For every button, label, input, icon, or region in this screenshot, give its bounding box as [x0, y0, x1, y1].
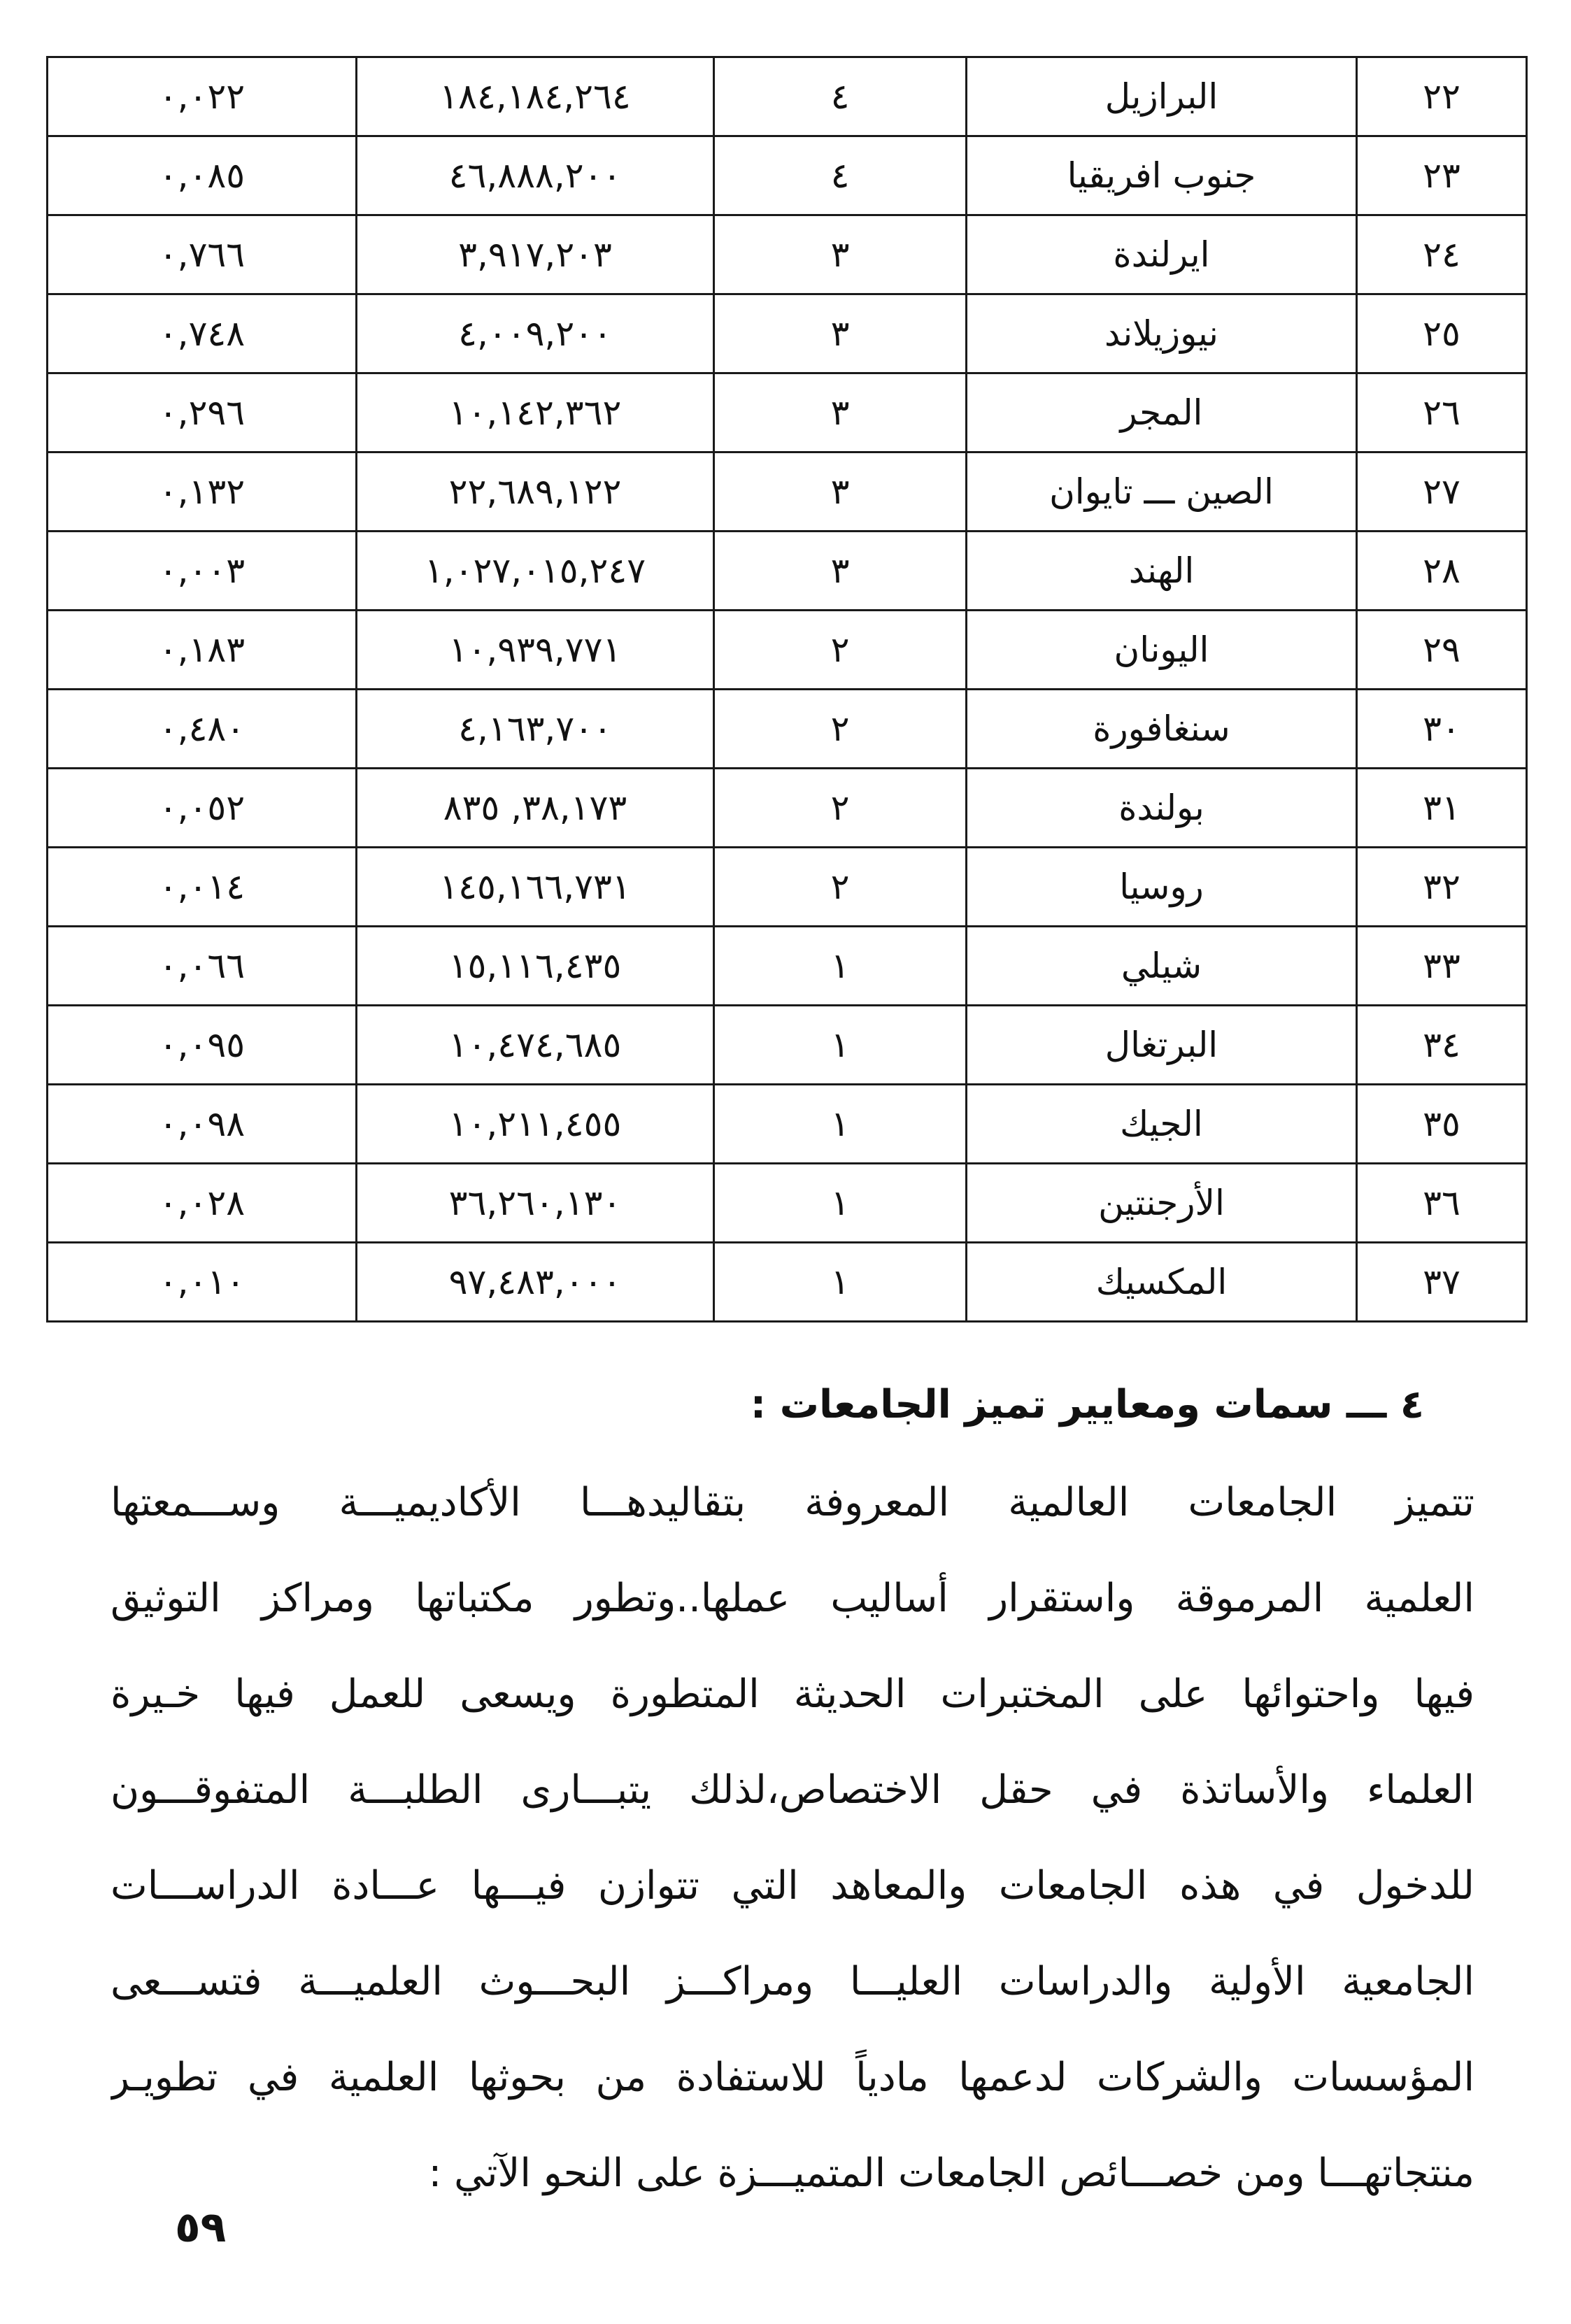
university-count-cell: ٣ [714, 452, 967, 532]
university-count-cell: ٢ [714, 611, 967, 690]
table-row [48, 57, 1527, 136]
table-row [48, 848, 1527, 927]
ratio-cell: ٠,٤٨٠ [48, 690, 357, 769]
paragraph-line: منتجاتهـــا ومن خصـــائص الجامعات المتميـــزة على النحو الآتي : [428, 2151, 1474, 2196]
row-number-cell: ٢٩ [1357, 611, 1527, 690]
university-count-cell: ١ [714, 927, 967, 1006]
population-cell: ١٤٥,١٦٦,٧٣١ [357, 848, 714, 927]
page-number: ٥٩ [175, 2203, 227, 2252]
ratio-cell: ٠,٠٩٥ [48, 1006, 357, 1085]
country-cell: اليونان [967, 611, 1357, 690]
university-count-cell: ٣ [714, 294, 967, 373]
paragraph-line: الجامعية الأولية والدراسات العليـــا ومراكـــز البحـــوث العلميـــة فتســـعى [111, 1959, 1474, 2004]
ratio-cell: ٠,٠٦٦ [48, 927, 357, 1006]
university-count-cell: ١ [714, 1243, 967, 1322]
ratio-cell: ٠,١٨٣ [48, 611, 357, 690]
table-row [48, 1243, 1527, 1322]
row-number-cell: ٢٧ [1357, 452, 1527, 532]
row-number-cell: ٢٨ [1357, 532, 1527, 611]
body-paragraph [111, 1455, 1474, 2221]
population-cell: ٢٢,٦٨٩,١٢٢ [357, 452, 714, 532]
population-cell: ١٨٤,١٨٤,٢٦٤ [357, 57, 714, 136]
row-number-cell: ٣٦ [1357, 1164, 1527, 1243]
university-count-cell: ٢ [714, 769, 967, 848]
row-number-cell: ٢٥ [1357, 294, 1527, 373]
university-count-cell: ١ [714, 1006, 967, 1085]
table-row [48, 215, 1527, 294]
ratio-cell: ٠,٠٥٢ [48, 769, 357, 848]
ratio-cell: ٠,٠٠٣ [48, 532, 357, 611]
row-number-cell: ٢٢ [1357, 57, 1527, 136]
table-row [48, 373, 1527, 452]
country-cell: البرتغال [967, 1006, 1357, 1085]
table-row [48, 1006, 1527, 1085]
ratio-cell: ٠,١٣٢ [48, 452, 357, 532]
ratio-cell: ٠,٧٤٨ [48, 294, 357, 373]
table-body [48, 57, 1527, 1322]
row-number-cell: ٣٧ [1357, 1243, 1527, 1322]
country-cell: بولندة [967, 769, 1357, 848]
table-row [48, 927, 1527, 1006]
row-number-cell: ٣٥ [1357, 1085, 1527, 1164]
ratio-cell: ٠,٠٩٨ [48, 1085, 357, 1164]
country-cell: الصين ـــ تايوان [967, 452, 1357, 532]
universities-population-table [46, 56, 1528, 1323]
population-cell: ٣,٩١٧,٢٠٣ [357, 215, 714, 294]
table-row [48, 294, 1527, 373]
university-count-cell: ٢ [714, 690, 967, 769]
country-cell: شيلي [967, 927, 1357, 1006]
population-cell: ٣٦,٢٦٠,١٣٠ [357, 1164, 714, 1243]
table-row [48, 136, 1527, 215]
row-number-cell: ٣٠ [1357, 690, 1527, 769]
paragraph-line: المؤسسات والشركات لدعمها مادياً للاستفادة من بحوثها العلمية في تطويـر [111, 2055, 1474, 2100]
ratio-cell: ٠,٠٨٥ [48, 136, 357, 215]
row-number-cell: ٣١ [1357, 769, 1527, 848]
table-row [48, 1164, 1527, 1243]
country-cell: سنغافورة [967, 690, 1357, 769]
country-cell: البرازيل [967, 57, 1357, 136]
paragraph-line: فيها واحتوائها على المختبرات الحديثة المتطورة ويسعى للعمل فيها خـيرة [111, 1671, 1474, 1717]
country-cell: جنوب افريقيا [967, 136, 1357, 215]
university-count-cell: ١ [714, 1085, 967, 1164]
university-count-cell: ٣ [714, 532, 967, 611]
section-heading: ٤ ـــ سمات ومعايير تميز الجامعات : [750, 1382, 1424, 1427]
population-cell: ١٠,٢١١,٤٥٥ [357, 1085, 714, 1164]
university-count-cell: ١ [714, 1164, 967, 1243]
paragraph-line: تتميز الجامعات العالمية المعروفة بتقاليدهـــا الأكاديميـــة وســـمعتها [111, 1480, 1474, 1525]
university-count-cell: ٢ [714, 848, 967, 927]
paragraph-line: العلمية المرموقة واستقرار أساليب عملها..وتطور مكتباتها ومراكز التوثيق [111, 1576, 1474, 1621]
university-count-cell: ٣ [714, 215, 967, 294]
country-cell: ايرلندة [967, 215, 1357, 294]
ratio-cell: ٠,٠١٠ [48, 1243, 357, 1322]
university-count-cell: ٤ [714, 136, 967, 215]
ratio-cell: ٠,٠١٤ [48, 848, 357, 927]
population-cell: ٤,١٦٣,٧٠٠ [357, 690, 714, 769]
university-count-cell: ٣ [714, 373, 967, 452]
country-cell: روسيا [967, 848, 1357, 927]
population-cell: ٣٨,١٧٣, ٨٣٥ [357, 769, 714, 848]
table-row [48, 1085, 1527, 1164]
ratio-cell: ٠,٢٩٦ [48, 373, 357, 452]
university-count-cell: ٤ [714, 57, 967, 136]
country-cell: الجيك [967, 1085, 1357, 1164]
population-cell: ١٠,٩٣٩,٧٧١ [357, 611, 714, 690]
ratio-cell: ٠,٧٦٦ [48, 215, 357, 294]
population-cell: ١٠,٤٧٤,٦٨٥ [357, 1006, 714, 1085]
table-row [48, 769, 1527, 848]
row-number-cell: ٢٤ [1357, 215, 1527, 294]
population-cell: ٤,٠٠٩,٢٠٠ [357, 294, 714, 373]
country-cell: الهند [967, 532, 1357, 611]
population-cell: ٤٦,٨٨٨,٢٠٠ [357, 136, 714, 215]
population-cell: ١٠,١٤٢,٣٦٢ [357, 373, 714, 452]
row-number-cell: ٣٤ [1357, 1006, 1527, 1085]
table-row [48, 452, 1527, 532]
table-row [48, 690, 1527, 769]
country-cell: نيوزيلاند [967, 294, 1357, 373]
paragraph-line: للدخول في هذه الجامعات والمعاهد التي تتوازن فيـــها عـــادة الدراســـات [111, 1863, 1474, 1909]
country-cell: الأرجنتين [967, 1164, 1357, 1243]
population-cell: ٩٧,٤٨٣,٠٠٠ [357, 1243, 714, 1322]
country-cell: المكسيك [967, 1243, 1357, 1322]
table-row [48, 611, 1527, 690]
row-number-cell: ٣٢ [1357, 848, 1527, 927]
country-cell: المجر [967, 373, 1357, 452]
population-cell: ١,٠٢٧,٠١٥,٢٤٧ [357, 532, 714, 611]
paragraph-line: العلماء والأساتذة في حقل الاختصاص،لذلك يتبـــارى الطلبـــة المتفوقـــون [111, 1767, 1474, 1813]
population-cell: ١٥,١١٦,٤٣٥ [357, 927, 714, 1006]
row-number-cell: ٣٣ [1357, 927, 1527, 1006]
row-number-cell: ٢٦ [1357, 373, 1527, 452]
ratio-cell: ٠,٠٢٢ [48, 57, 357, 136]
ratio-cell: ٠,٠٢٨ [48, 1164, 357, 1243]
row-number-cell: ٢٣ [1357, 136, 1527, 215]
table-row [48, 532, 1527, 611]
